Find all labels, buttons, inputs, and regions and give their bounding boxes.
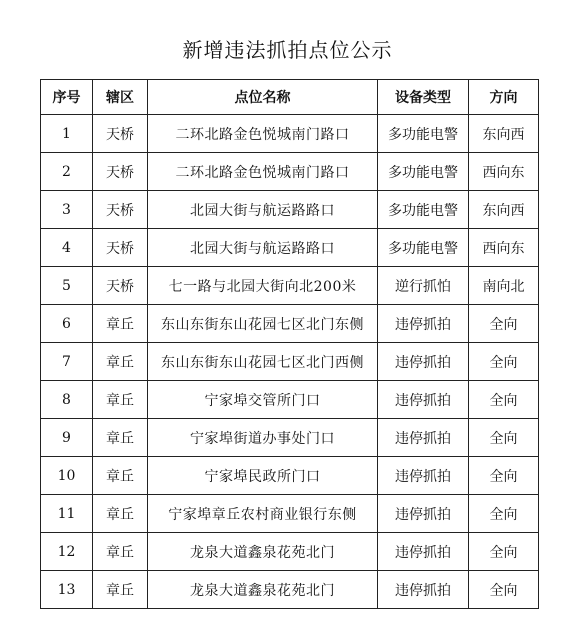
cell-direction: 全向 — [469, 381, 539, 419]
document-title: 新增违法抓拍点位公示 — [182, 38, 393, 62]
cell-district: 天桥 — [93, 229, 148, 267]
capture-points-table — [40, 79, 539, 609]
header-direction: 方向 — [469, 80, 539, 115]
cell-district: 天桥 — [93, 267, 148, 305]
cell-device-type: 违停抓拍 — [378, 495, 469, 533]
cell-serial-number: 3 — [41, 191, 93, 229]
cell-location-name: 宁家埠民政所门口 — [148, 457, 378, 495]
cell-direction: 全向 — [469, 419, 539, 457]
cell-district: 天桥 — [93, 115, 148, 153]
cell-location-name: 北园大街与航运路路口 — [148, 229, 378, 267]
cell-serial-number: 13 — [41, 571, 93, 609]
cell-serial-number: 10 — [41, 457, 93, 495]
cell-device-type: 多功能电警 — [378, 153, 469, 191]
table-row — [41, 533, 539, 571]
cell-district: 章丘 — [93, 305, 148, 343]
cell-district: 章丘 — [93, 495, 148, 533]
cell-location-name: 宁家埠章丘农村商业银行东侧 — [148, 495, 378, 533]
cell-direction: 南向北 — [469, 267, 539, 305]
cell-direction: 全向 — [469, 495, 539, 533]
cell-district: 章丘 — [93, 343, 148, 381]
cell-district: 章丘 — [93, 419, 148, 457]
cell-location-name: 宁家埠街道办事处门口 — [148, 419, 378, 457]
cell-device-type: 违停抓拍 — [378, 343, 469, 381]
cell-device-type: 违停抓拍 — [378, 571, 469, 609]
cell-direction: 全向 — [469, 343, 539, 381]
cell-location-name: 二环北路金色悦城南门路口 — [148, 153, 378, 191]
table-header-row — [41, 80, 539, 115]
cell-direction: 全向 — [469, 533, 539, 571]
cell-serial-number: 9 — [41, 419, 93, 457]
cell-device-type: 多功能电警 — [378, 191, 469, 229]
cell-location-name: 七一路与北园大街向北200米 — [148, 267, 378, 305]
cell-device-type: 逆行抓怕 — [378, 267, 469, 305]
cell-device-type: 多功能电警 — [378, 115, 469, 153]
cell-direction: 西向东 — [469, 229, 539, 267]
cell-location-name: 二环北路金色悦城南门路口 — [148, 115, 378, 153]
table-row — [41, 343, 539, 381]
table-row — [41, 381, 539, 419]
table-row — [41, 229, 539, 267]
table-row — [41, 153, 539, 191]
cell-serial-number: 4 — [41, 229, 93, 267]
cell-device-type: 违停抓拍 — [378, 419, 469, 457]
cell-district: 章丘 — [93, 381, 148, 419]
table-row — [41, 495, 539, 533]
cell-location-name: 北园大街与航运路路口 — [148, 191, 378, 229]
cell-serial-number: 12 — [41, 533, 93, 571]
cell-district: 章丘 — [93, 571, 148, 609]
cell-district: 天桥 — [93, 153, 148, 191]
cell-location-name: 宁家埠交管所门口 — [148, 381, 378, 419]
cell-serial-number: 7 — [41, 343, 93, 381]
header-location-name: 点位名称 — [148, 80, 378, 115]
cell-device-type: 违停抓拍 — [378, 305, 469, 343]
cell-location-name: 东山东街东山花园七区北门西侧 — [148, 343, 378, 381]
cell-serial-number: 6 — [41, 305, 93, 343]
cell-serial-number: 11 — [41, 495, 93, 533]
cell-serial-number: 1 — [41, 115, 93, 153]
table-row — [41, 571, 539, 609]
cell-district: 天桥 — [93, 191, 148, 229]
cell-direction: 东向西 — [469, 191, 539, 229]
cell-direction: 全向 — [469, 571, 539, 609]
cell-location-name: 龙泉大道鑫泉花苑北门 — [148, 533, 378, 571]
cell-direction: 全向 — [469, 457, 539, 495]
cell-location-name: 东山东街东山花园七区北门东侧 — [148, 305, 378, 343]
cell-district: 章丘 — [93, 533, 148, 571]
table-row — [41, 419, 539, 457]
cell-direction: 全向 — [469, 305, 539, 343]
table-row — [41, 191, 539, 229]
cell-device-type: 多功能电警 — [378, 229, 469, 267]
header-serial-number: 序号 — [41, 80, 93, 115]
cell-district: 章丘 — [93, 457, 148, 495]
cell-device-type: 违停抓拍 — [378, 381, 469, 419]
table-row — [41, 115, 539, 153]
header-device-type: 设备类型 — [378, 80, 469, 115]
cell-device-type: 违停抓拍 — [378, 533, 469, 571]
cell-serial-number: 2 — [41, 153, 93, 191]
cell-location-name: 龙泉大道鑫泉花苑北门 — [148, 571, 378, 609]
header-district: 辖区 — [93, 80, 148, 115]
table-row — [41, 457, 539, 495]
table-row — [41, 305, 539, 343]
cell-serial-number: 8 — [41, 381, 93, 419]
table-row — [41, 267, 539, 305]
cell-serial-number: 5 — [41, 267, 93, 305]
cell-direction: 西向东 — [469, 153, 539, 191]
cell-device-type: 违停抓拍 — [378, 457, 469, 495]
cell-direction: 东向西 — [469, 115, 539, 153]
